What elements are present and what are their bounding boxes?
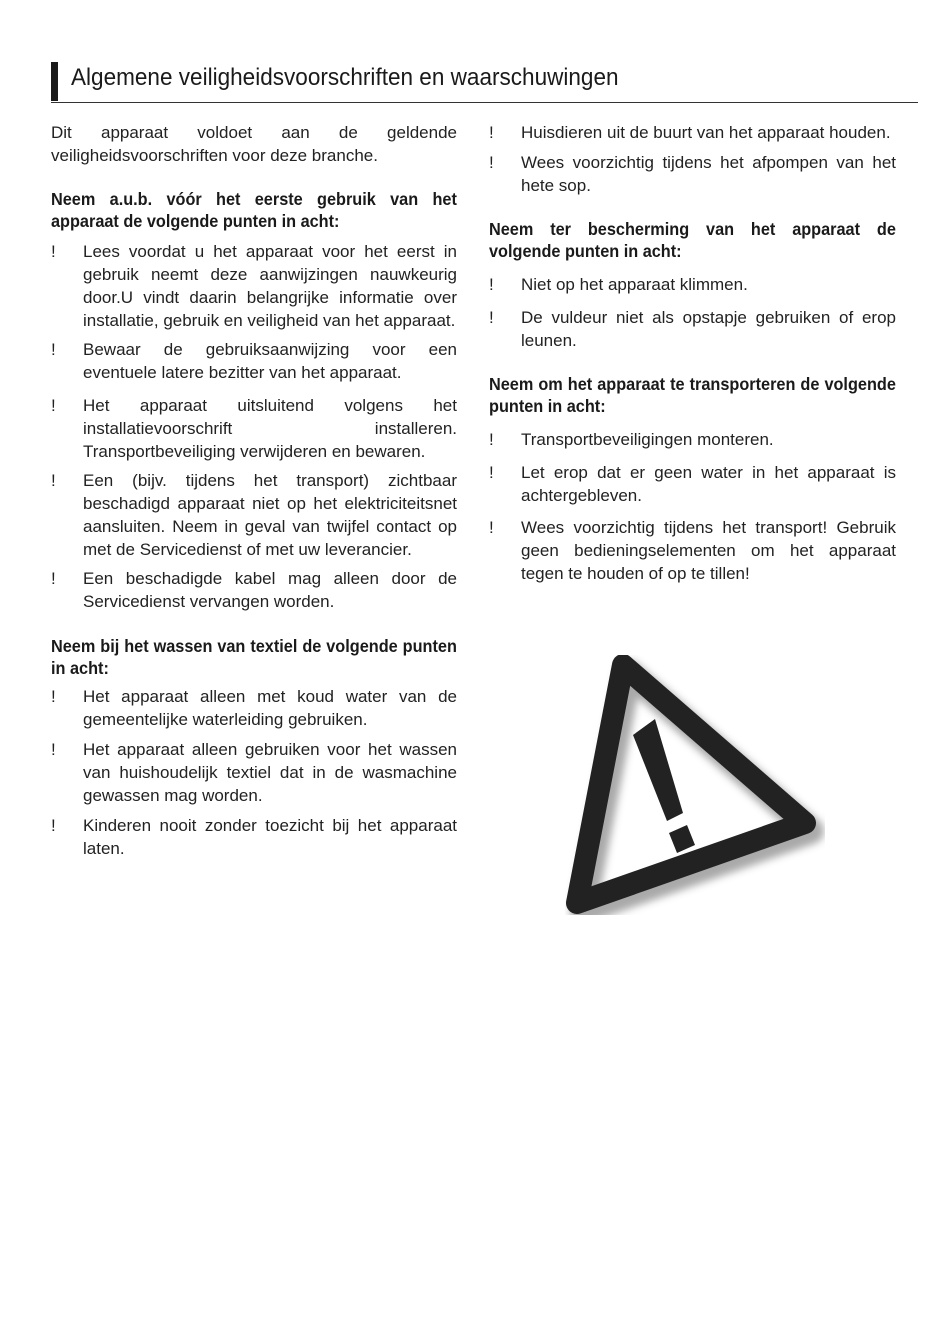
left-column <box>51 121 457 860</box>
list-item: ! Let erop dat er geen water in het apparaat is achtergebleven. <box>489 463 896 505</box>
list-item: ! Wees voorzichtig tijdens het afpompen van het hete sop. <box>489 153 896 195</box>
list-item: ! Een (bijv. tijdens het transport) zichtbaar beschadigd apparaat niet op het elektriciteitsnet aansluiten. Neem in geval van twijfel contact op met de Servicedienst of met uw leverancier. <box>51 471 457 559</box>
list-item: ! Wees voorzichtig tijdens het transport! Gebruik geen bedieningselementen om het apparaat tegen te houden of op te tillen! <box>489 518 896 583</box>
list-item: ! De vuldeur niet als opstapje gebruiken of erop leunen. <box>489 308 896 350</box>
page-title: Algemene veiligheidsvoorschriften en waarschuwingen <box>71 64 619 91</box>
right-column <box>489 121 896 585</box>
list-item: ! Een beschadigde kabel mag alleen door de Servicedienst vervangen worden. <box>51 569 457 611</box>
warning-triangle-icon <box>565 655 825 915</box>
list-item: ! Bewaar de gebruiksaanwijzing voor een eventuele latere bezitter van het apparaat. <box>51 340 457 382</box>
section-heading-washing: Neem bij het wassen van textiel de volgende punten in acht: <box>51 636 457 678</box>
list-item: ! Het apparaat alleen gebruiken voor het wassen van huishoudelijk textiel dat in de wasmachine gewassen mag worden. <box>51 740 457 805</box>
list-item: ! Huisdieren uit de buurt van het apparaat houden. <box>489 123 891 142</box>
list-item: ! Kinderen nooit zonder toezicht bij het apparaat laten. <box>51 816 457 858</box>
section-heading-transport: Neem om het apparaat te transporteren de volgende punten in acht: <box>489 374 896 416</box>
list-item: ! Het apparaat uitsluitend volgens het installatievoorschrift installeren. Transportbeveiliging verwijderen en bewaren. <box>51 396 457 461</box>
section-heading-first-use: Neem a.u.b. vóór het eerste gebruik van het apparaat de volgende punten in acht: <box>51 189 457 231</box>
section-heading-protection: Neem ter bescherming van het apparaat de volgende punten in acht: <box>489 219 896 261</box>
list-item: ! Niet op het apparaat klimmen. <box>489 275 748 294</box>
list-item: ! Het apparaat alleen met koud water van de gemeentelijke waterleiding gebruiken. <box>51 687 457 729</box>
title-marker <box>51 62 58 101</box>
intro-text: Dit apparaat voldoet aan de geldende veiligheidsvoorschriften voor deze branche. <box>51 123 457 165</box>
list-item: ! Lees voordat u het apparaat voor het eerst in gebruik neemt deze aanwijzingen nauwkeurig door.U vindt daarin belangrijke informatie over installatie, gebruik en veiligheid van het apparaat. <box>51 242 457 330</box>
list-item: ! Transportbeveiligingen monteren. <box>489 430 774 449</box>
page-title-bar <box>51 60 918 103</box>
